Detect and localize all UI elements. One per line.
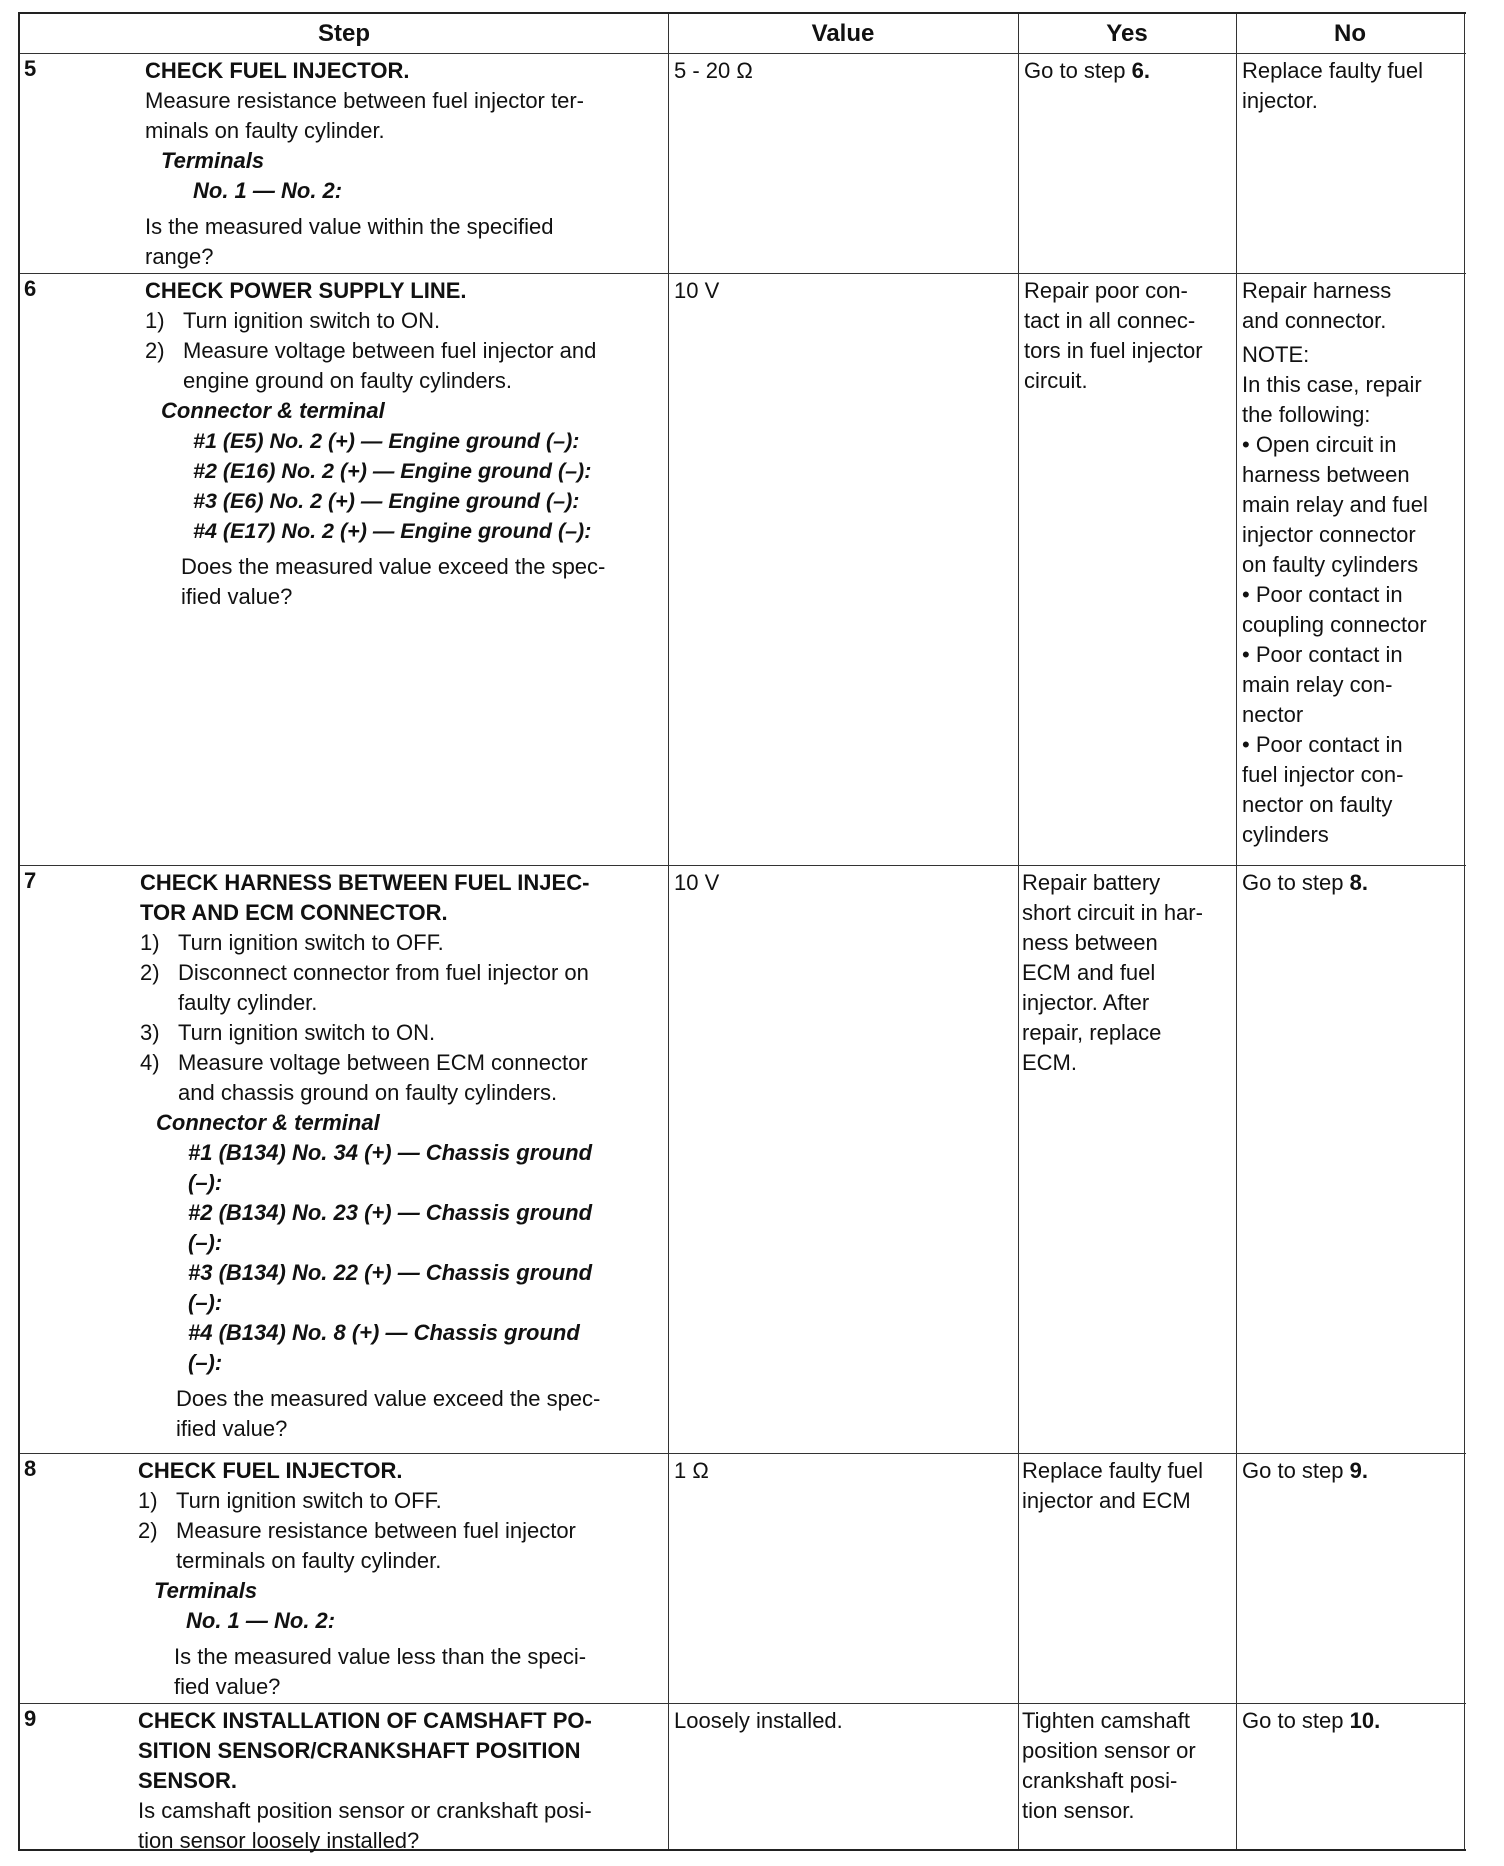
note-line: nector on faulty bbox=[1242, 792, 1393, 817]
question-line: range? bbox=[145, 244, 214, 269]
step-number: 5 bbox=[24, 56, 37, 81]
yes-line: ECM and fuel bbox=[1022, 960, 1156, 985]
question-line: tion sensor loosely installed? bbox=[138, 1828, 420, 1853]
value-cell: Loosely installed. bbox=[674, 1708, 843, 1733]
note-line: fuel injector con- bbox=[1242, 762, 1404, 787]
no-line: Replace faulty fuel bbox=[1242, 58, 1423, 83]
step-item-cont: faulty cylinder. bbox=[178, 990, 318, 1015]
step-text bbox=[138, 1706, 666, 1856]
table-row-step-5 bbox=[20, 54, 1466, 274]
step-item: 1) Turn ignition switch to OFF. bbox=[140, 930, 444, 955]
no-cell bbox=[1242, 868, 1464, 898]
step-title: CHECK FUEL INJECTOR. bbox=[145, 58, 410, 83]
yes-line: Replace faulty fuel bbox=[1022, 1458, 1203, 1483]
yes-line: injector and ECM bbox=[1022, 1488, 1191, 1513]
note-line: nector bbox=[1242, 702, 1304, 727]
note-line: on faulty cylinders bbox=[1242, 552, 1419, 577]
header-no: No bbox=[1334, 20, 1366, 47]
table-header bbox=[20, 14, 1466, 54]
table-row-step-8 bbox=[20, 1454, 1466, 1704]
yes-line: Repair battery bbox=[1022, 870, 1161, 895]
table-row-step-7 bbox=[20, 866, 1466, 1454]
no-cell bbox=[1242, 56, 1464, 116]
header-step: Step bbox=[317, 20, 370, 47]
question-line: Does the measured value exceed the spec- bbox=[176, 1386, 601, 1411]
step-item: 4) Measure voltage between ECM connector bbox=[140, 1050, 588, 1075]
step-item: 1) Turn ignition switch to ON. bbox=[145, 308, 441, 333]
step-text bbox=[145, 276, 665, 612]
step-text bbox=[140, 868, 666, 1444]
step-title: SENSOR. bbox=[138, 1768, 238, 1793]
step-item: 1) Turn ignition switch to OFF. bbox=[138, 1488, 442, 1513]
terminal-spec: #4 (B134) No. 8 (+) — Chassis ground bbox=[188, 1320, 580, 1345]
terminal-spec: #4 (E17) No. 2 (+) — Engine ground (–): bbox=[193, 519, 592, 543]
terminal-label: Connector & terminal bbox=[156, 1110, 380, 1135]
no-line: Repair harness bbox=[1242, 278, 1392, 303]
note-line: cylinders bbox=[1242, 822, 1329, 847]
question-line: Is the measured value less than the speci- bbox=[174, 1644, 587, 1669]
terminal-spec: #3 (E6) No. 2 (+) — Engine ground (–): bbox=[193, 489, 580, 513]
step-number: 9 bbox=[24, 1706, 37, 1731]
yes-line: tors in fuel injector bbox=[1024, 338, 1203, 363]
yes-line: injector. After bbox=[1022, 990, 1150, 1015]
step-line: minals on faulty cylinder. bbox=[145, 118, 385, 143]
step-item-cont: engine ground on faulty cylinders. bbox=[183, 368, 512, 393]
yes-line: circuit. bbox=[1024, 368, 1088, 393]
step-item: 2) Disconnect connector from fuel injector on bbox=[140, 960, 589, 985]
step-line: Measure resistance between fuel injector ter- bbox=[145, 88, 584, 113]
no-text: Go to step bbox=[1242, 1708, 1350, 1733]
no-text: Go to step bbox=[1242, 1458, 1350, 1483]
yes-cell bbox=[1024, 56, 1234, 86]
yes-cell bbox=[1022, 868, 1234, 1078]
note-line: harness between bbox=[1242, 462, 1410, 487]
terminal-spec: (–): bbox=[188, 1290, 223, 1315]
question-line: Is the measured value within the specified bbox=[145, 214, 554, 239]
step-number: 7 bbox=[24, 868, 37, 893]
terminal-spec: No. 1 — No. 2: bbox=[193, 178, 343, 203]
note-line: main relay con- bbox=[1242, 672, 1393, 697]
diagnostic-table bbox=[18, 12, 1466, 1851]
question-line: fied value? bbox=[174, 1674, 281, 1699]
header-value: Value bbox=[811, 20, 875, 47]
value-cell: 1 Ω bbox=[674, 1458, 709, 1483]
note-line: In this case, repair bbox=[1242, 372, 1422, 397]
table-row-step-9 bbox=[20, 1704, 1466, 1853]
step-number: 8 bbox=[24, 1456, 37, 1481]
value-cell: 10 V bbox=[674, 870, 720, 895]
no-cell bbox=[1242, 276, 1464, 850]
step-reference: 10. bbox=[1349, 1708, 1381, 1733]
yes-line: ECM. bbox=[1022, 1050, 1077, 1075]
note-line: • Open circuit in bbox=[1242, 432, 1397, 457]
no-text: Go to step bbox=[1242, 870, 1350, 895]
note-line: main relay and fuel bbox=[1242, 492, 1428, 517]
terminal-label: Connector & terminal bbox=[161, 398, 385, 423]
step-item-cont: and chassis ground on faulty cylinders. bbox=[178, 1080, 558, 1105]
step-title: CHECK FUEL INJECTOR. bbox=[138, 1458, 403, 1483]
step-item: 2) Measure resistance between fuel injector bbox=[138, 1518, 576, 1543]
yes-line: crankshaft posi- bbox=[1022, 1768, 1178, 1793]
yes-line: tion sensor. bbox=[1022, 1798, 1135, 1823]
yes-line: tact in all connec- bbox=[1024, 308, 1196, 333]
yes-cell bbox=[1024, 276, 1234, 396]
yes-cell bbox=[1022, 1706, 1234, 1826]
note-line: coupling connector bbox=[1242, 612, 1427, 637]
yes-cell bbox=[1022, 1456, 1234, 1516]
step-title: CHECK HARNESS BETWEEN FUEL INJEC- bbox=[140, 870, 590, 895]
terminal-spec: #1 (E5) No. 2 (+) — Engine ground (–): bbox=[193, 429, 580, 453]
header-yes: Yes bbox=[1106, 20, 1148, 47]
step-reference: 9. bbox=[1349, 1458, 1368, 1483]
step-title: SITION SENSOR/CRANKSHAFT POSITION bbox=[138, 1738, 581, 1763]
terminal-spec: (–): bbox=[188, 1350, 223, 1375]
yes-line: Tighten camshaft bbox=[1022, 1708, 1190, 1733]
terminal-spec: (–): bbox=[188, 1230, 223, 1255]
no-line: and connector. bbox=[1242, 308, 1387, 333]
terminal-spec: No. 1 — No. 2: bbox=[186, 1608, 336, 1633]
no-line: injector. bbox=[1242, 88, 1318, 113]
note-line: • Poor contact in bbox=[1242, 642, 1403, 667]
step-title: TOR AND ECM CONNECTOR. bbox=[140, 900, 448, 925]
no-cell bbox=[1242, 1706, 1464, 1736]
step-reference: 8. bbox=[1349, 870, 1368, 895]
yes-line: position sensor or bbox=[1022, 1738, 1196, 1763]
note-line: the following: bbox=[1242, 402, 1371, 427]
step-title: CHECK POWER SUPPLY LINE. bbox=[145, 278, 467, 303]
note-line: injector connector bbox=[1242, 522, 1416, 547]
yes-line: Repair poor con- bbox=[1024, 278, 1188, 303]
yes-line: ness between bbox=[1022, 930, 1158, 955]
note-line: • Poor contact in bbox=[1242, 732, 1403, 757]
terminal-spec: #2 (E16) No. 2 (+) — Engine ground (–): bbox=[193, 459, 592, 483]
question-line: Is camshaft position sensor or crankshaft posi- bbox=[138, 1798, 592, 1823]
yes-line: short circuit in har- bbox=[1022, 900, 1203, 925]
terminal-label: Terminals bbox=[161, 148, 265, 173]
step-item-cont: terminals on faulty cylinder. bbox=[176, 1548, 442, 1573]
terminal-spec: #3 (B134) No. 22 (+) — Chassis ground bbox=[188, 1260, 593, 1285]
step-reference: 6. bbox=[1131, 58, 1150, 83]
step-item: 3) Turn ignition switch to ON. bbox=[140, 1020, 436, 1045]
step-text bbox=[138, 1456, 666, 1702]
step-number: 6 bbox=[24, 276, 37, 301]
value-cell: 5 - 20 Ω bbox=[674, 58, 753, 83]
question-line: Does the measured value exceed the spec- bbox=[181, 554, 606, 579]
value-cell: 10 V bbox=[674, 278, 720, 303]
yes-text: Go to step bbox=[1024, 58, 1132, 83]
terminal-label: Terminals bbox=[154, 1578, 258, 1603]
no-cell bbox=[1242, 1456, 1464, 1486]
step-text bbox=[145, 56, 665, 272]
step-title: CHECK INSTALLATION OF CAMSHAFT PO- bbox=[138, 1708, 592, 1733]
terminal-spec: #2 (B134) No. 23 (+) — Chassis ground bbox=[188, 1200, 593, 1225]
terminal-spec: (–): bbox=[188, 1170, 223, 1195]
note-line: • Poor contact in bbox=[1242, 582, 1403, 607]
step-item: 2) Measure voltage between fuel injector and bbox=[145, 338, 597, 363]
question-line: ified value? bbox=[176, 1416, 288, 1441]
table-row-step-6 bbox=[20, 274, 1466, 866]
terminal-spec: #1 (B134) No. 34 (+) — Chassis ground bbox=[188, 1140, 593, 1165]
note-label: NOTE: bbox=[1242, 342, 1310, 367]
yes-line: repair, replace bbox=[1022, 1020, 1162, 1045]
question-line: ified value? bbox=[181, 584, 293, 609]
